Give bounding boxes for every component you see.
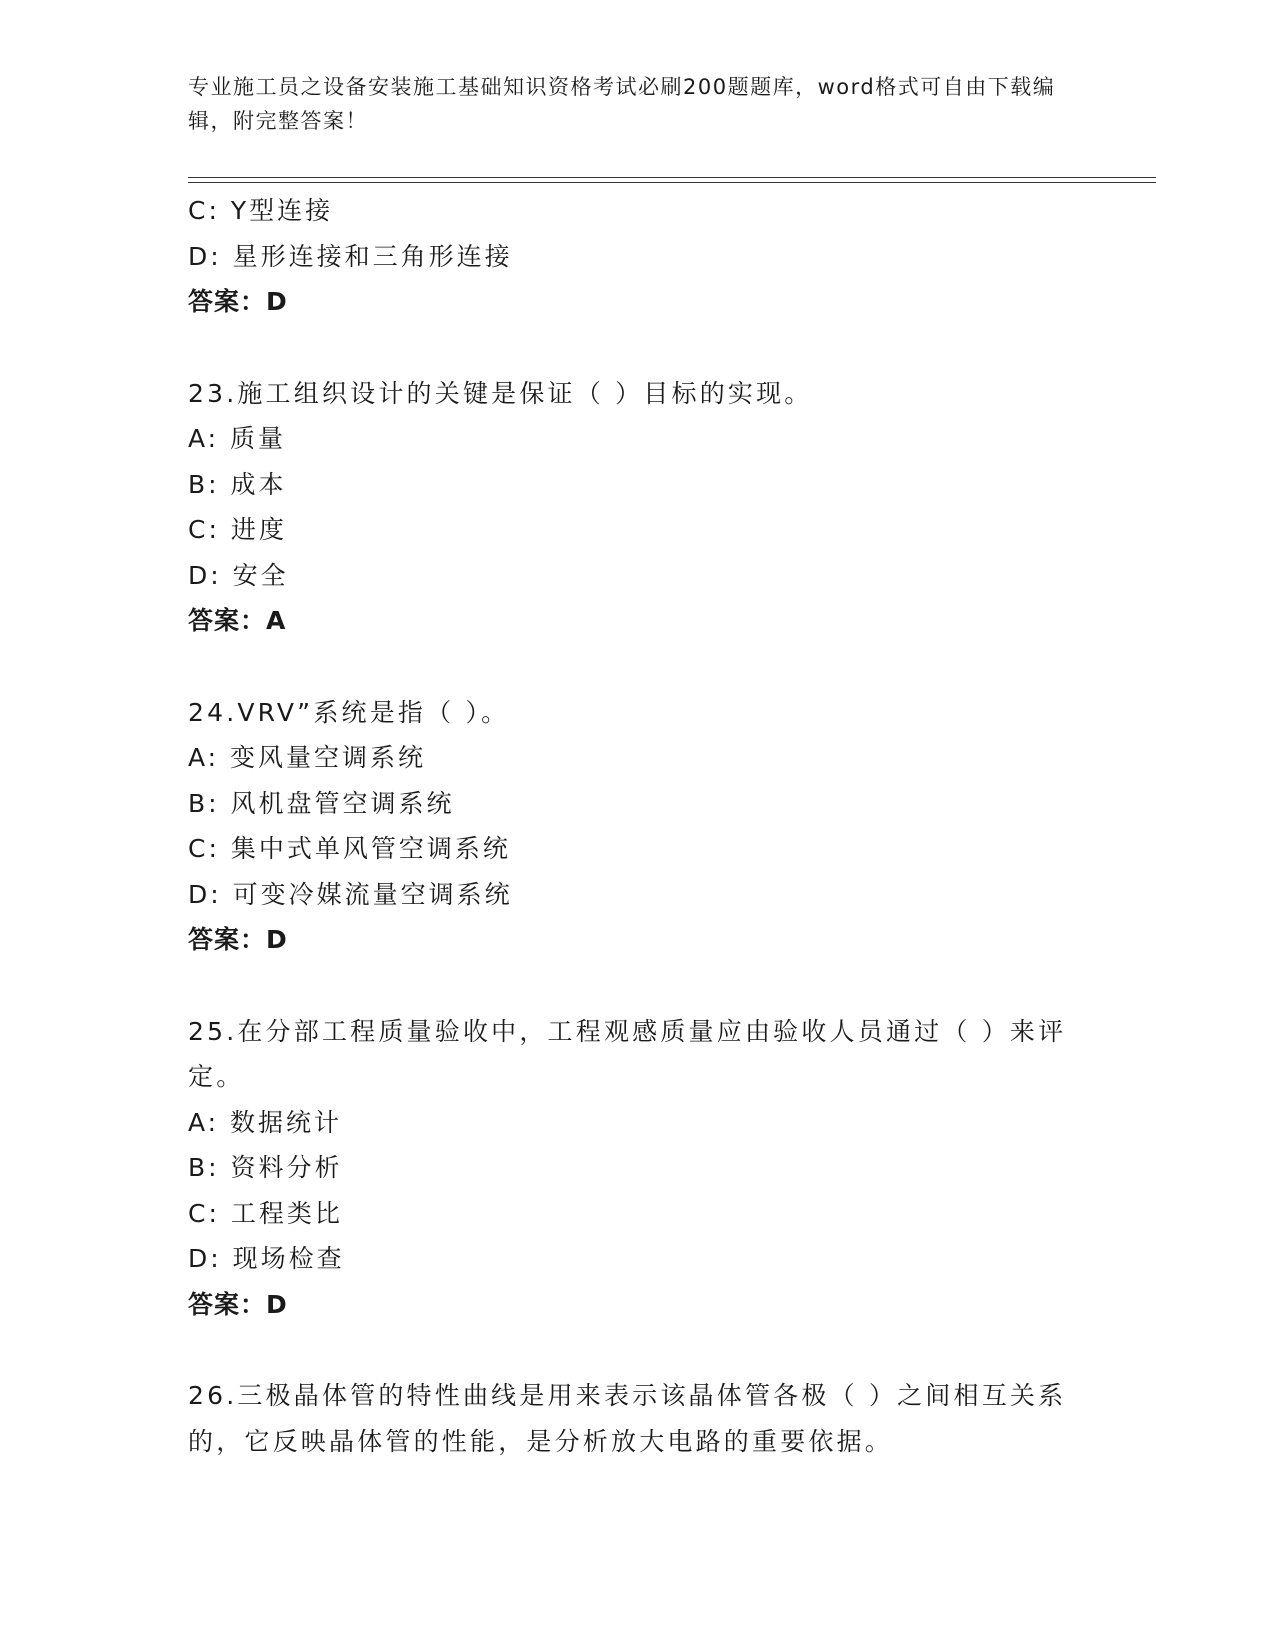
question-22-continued [188,188,1068,325]
header-rule-top [188,177,1156,178]
option-c: C: 集中式单风管空调系统 [188,834,511,863]
option-d: D: 星形连接和三角形连接 [188,241,513,271]
option-d: D: 现场检查 [188,1244,345,1273]
option-a: A: 数据统计 [188,1107,343,1137]
option-c: C: 进度 [188,515,287,544]
option-b: B: 风机盘管空调系统 [188,788,455,818]
answer: 答案：D [188,925,288,954]
option-d: D: 安全 [188,560,289,590]
question-24 [188,690,1068,963]
question-26 [188,1373,1068,1464]
option-a: A: 变风量空调系统 [188,743,427,772]
option-a: A: 质量 [188,424,287,453]
question-stem: 25.在分部工程质量验收中，工程观感质量应由验收人员通过（ ）来评定。 [188,1016,1067,1091]
answer: 答案：D [188,287,288,316]
option-c: C: 工程类比 [188,1198,343,1228]
answer: 答案：D [188,1289,288,1319]
header-rule-bottom [188,182,1156,183]
document-header: 专业施工员之设备安装施工基础知识资格考试必刷200题题库，word格式可自由下载编辑，附完整答案！ [188,75,1056,133]
question-stem: 23.施工组织设计的关键是保证（ ）目标的实现。 [188,378,813,408]
answer: 答案：A [188,606,287,635]
option-c: C: Y型连接 [188,196,334,225]
option-d: D: 可变冷媒流量空调系统 [188,879,513,909]
question-stem: 26.三极晶体管的特性曲线是用来表示该晶体管各极（ ）之间相互关系的，它反映晶体管的性能，是分析放大电路的重要依据。 [188,1381,1067,1456]
question-23 [188,371,1068,644]
question-stem: 24.VRV”系统是指（ ）。 [188,697,510,727]
option-b: B: 资料分析 [188,1153,343,1182]
question-list [188,188,1068,1464]
question-25 [188,1009,1068,1328]
option-b: B: 成本 [188,469,287,499]
